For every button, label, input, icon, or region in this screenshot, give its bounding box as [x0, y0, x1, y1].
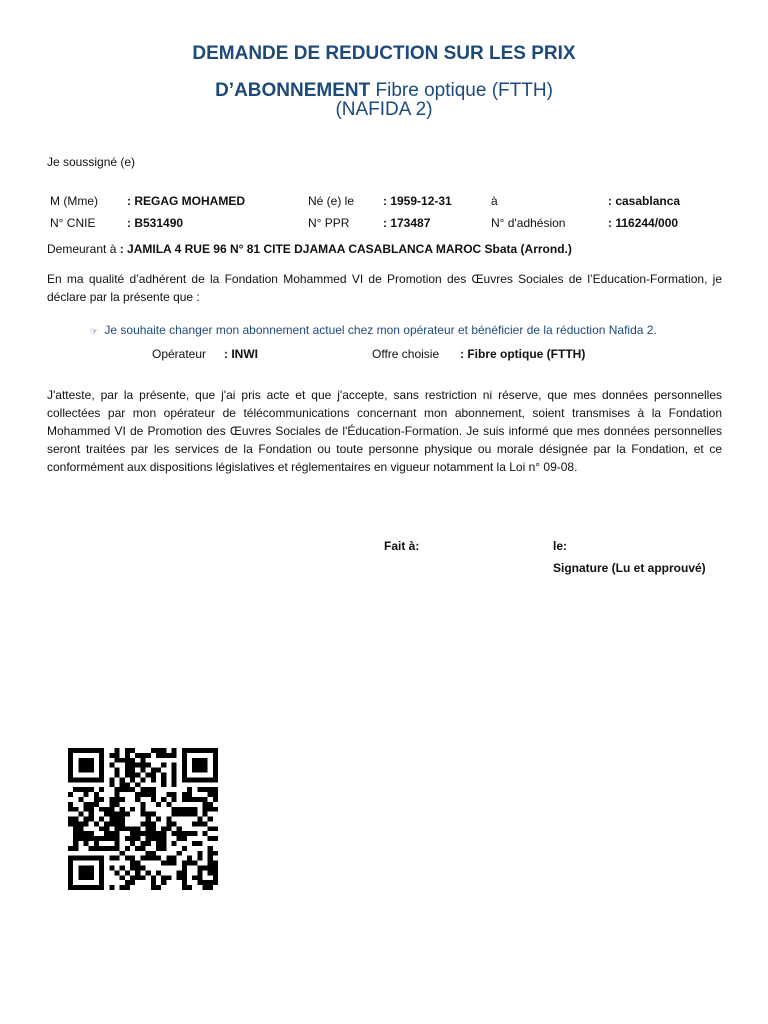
declaration-paragraph: En ma qualité d’adhérent de la Fondation Mohammed VI de Promotion des Œuvres Sociales de l’Education-Formation, je déclare par la présente que :: [47, 272, 722, 304]
qr-finder-top-left: [68, 748, 104, 782]
ppr-value: : 173487: [383, 216, 431, 230]
name-label: M (Mme): [50, 194, 98, 208]
pointing-hand-icon: ☞: [90, 326, 99, 336]
qr-finder-bottom-left: [68, 856, 104, 890]
choice-text: Je souhaite changer mon abonnement actuel chez mon opérateur et bénéficier de la réduction Nafida 2.: [104, 323, 657, 337]
signature-label: Signature (Lu et approuvé): [553, 561, 706, 575]
choice-line: [90, 321, 657, 340]
place-label: à: [491, 194, 498, 208]
cnie-label: N° CNIE: [50, 216, 96, 230]
intro-text: Je soussigné (e): [47, 155, 136, 169]
place-value: : casablanca: [608, 194, 681, 208]
qr-finder-top-right: [182, 748, 218, 782]
adhesion-value: : 116244/000: [608, 216, 679, 230]
address-line: [47, 240, 572, 258]
address-value: : JAMILA 4 RUE 96 N° 81 CITE DJAMAA CASABLANCA MAROC Sbata (Arrond.): [119, 242, 572, 256]
adhesion-label: N° d'adhésion: [491, 216, 566, 230]
title-line2-bold: D’ABONNEMENT: [215, 80, 371, 101]
title-line2-rest: Fibre optique (FTTH): [375, 80, 553, 101]
operator-label: Opérateur: [152, 347, 207, 361]
birth-value: : 1959-12-31: [383, 194, 452, 208]
offer-value: : Fibre optique (FTTH): [460, 347, 586, 361]
ppr-label: N° PPR: [308, 216, 350, 230]
document-title-line3: (NAFIDA 2): [335, 99, 433, 120]
name-value: : REGAG MOHAMED: [127, 194, 245, 208]
document-title-line1: DEMANDE DE REDUCTION SUR LES PRIX: [192, 43, 576, 64]
operator-value: : INWI: [224, 347, 258, 361]
date-label: le:: [553, 539, 568, 553]
offer-label: Offre choisie: [372, 347, 440, 361]
cnie-value: : B531490: [127, 216, 184, 230]
fait-a-label: Fait à:: [384, 539, 420, 553]
qr-code: [68, 748, 218, 890]
address-label: Demeurant à: [47, 242, 117, 256]
birth-label: Né (e) le: [308, 194, 355, 208]
consent-paragraph: J'atteste, par la présente, que j'ai pris acte et que j'accepte, sans restriction ni réserve, que mes données personnelles collectées par mon opérateur de télécommunications concernant mon abonnement, soient transmises à la Fondation Mohammed VI de Promotion des Œuvres Sociales de l'Éducation-Formation. Je suis informé que mes données personnelles seront traitées par les services de la Fondation ou toute personne physique ou morale désignée par la Fondation, et ce conformément aux dispositions législatives et réglementaires en vigueur notamment la Loi n° 09-08.: [47, 388, 722, 474]
